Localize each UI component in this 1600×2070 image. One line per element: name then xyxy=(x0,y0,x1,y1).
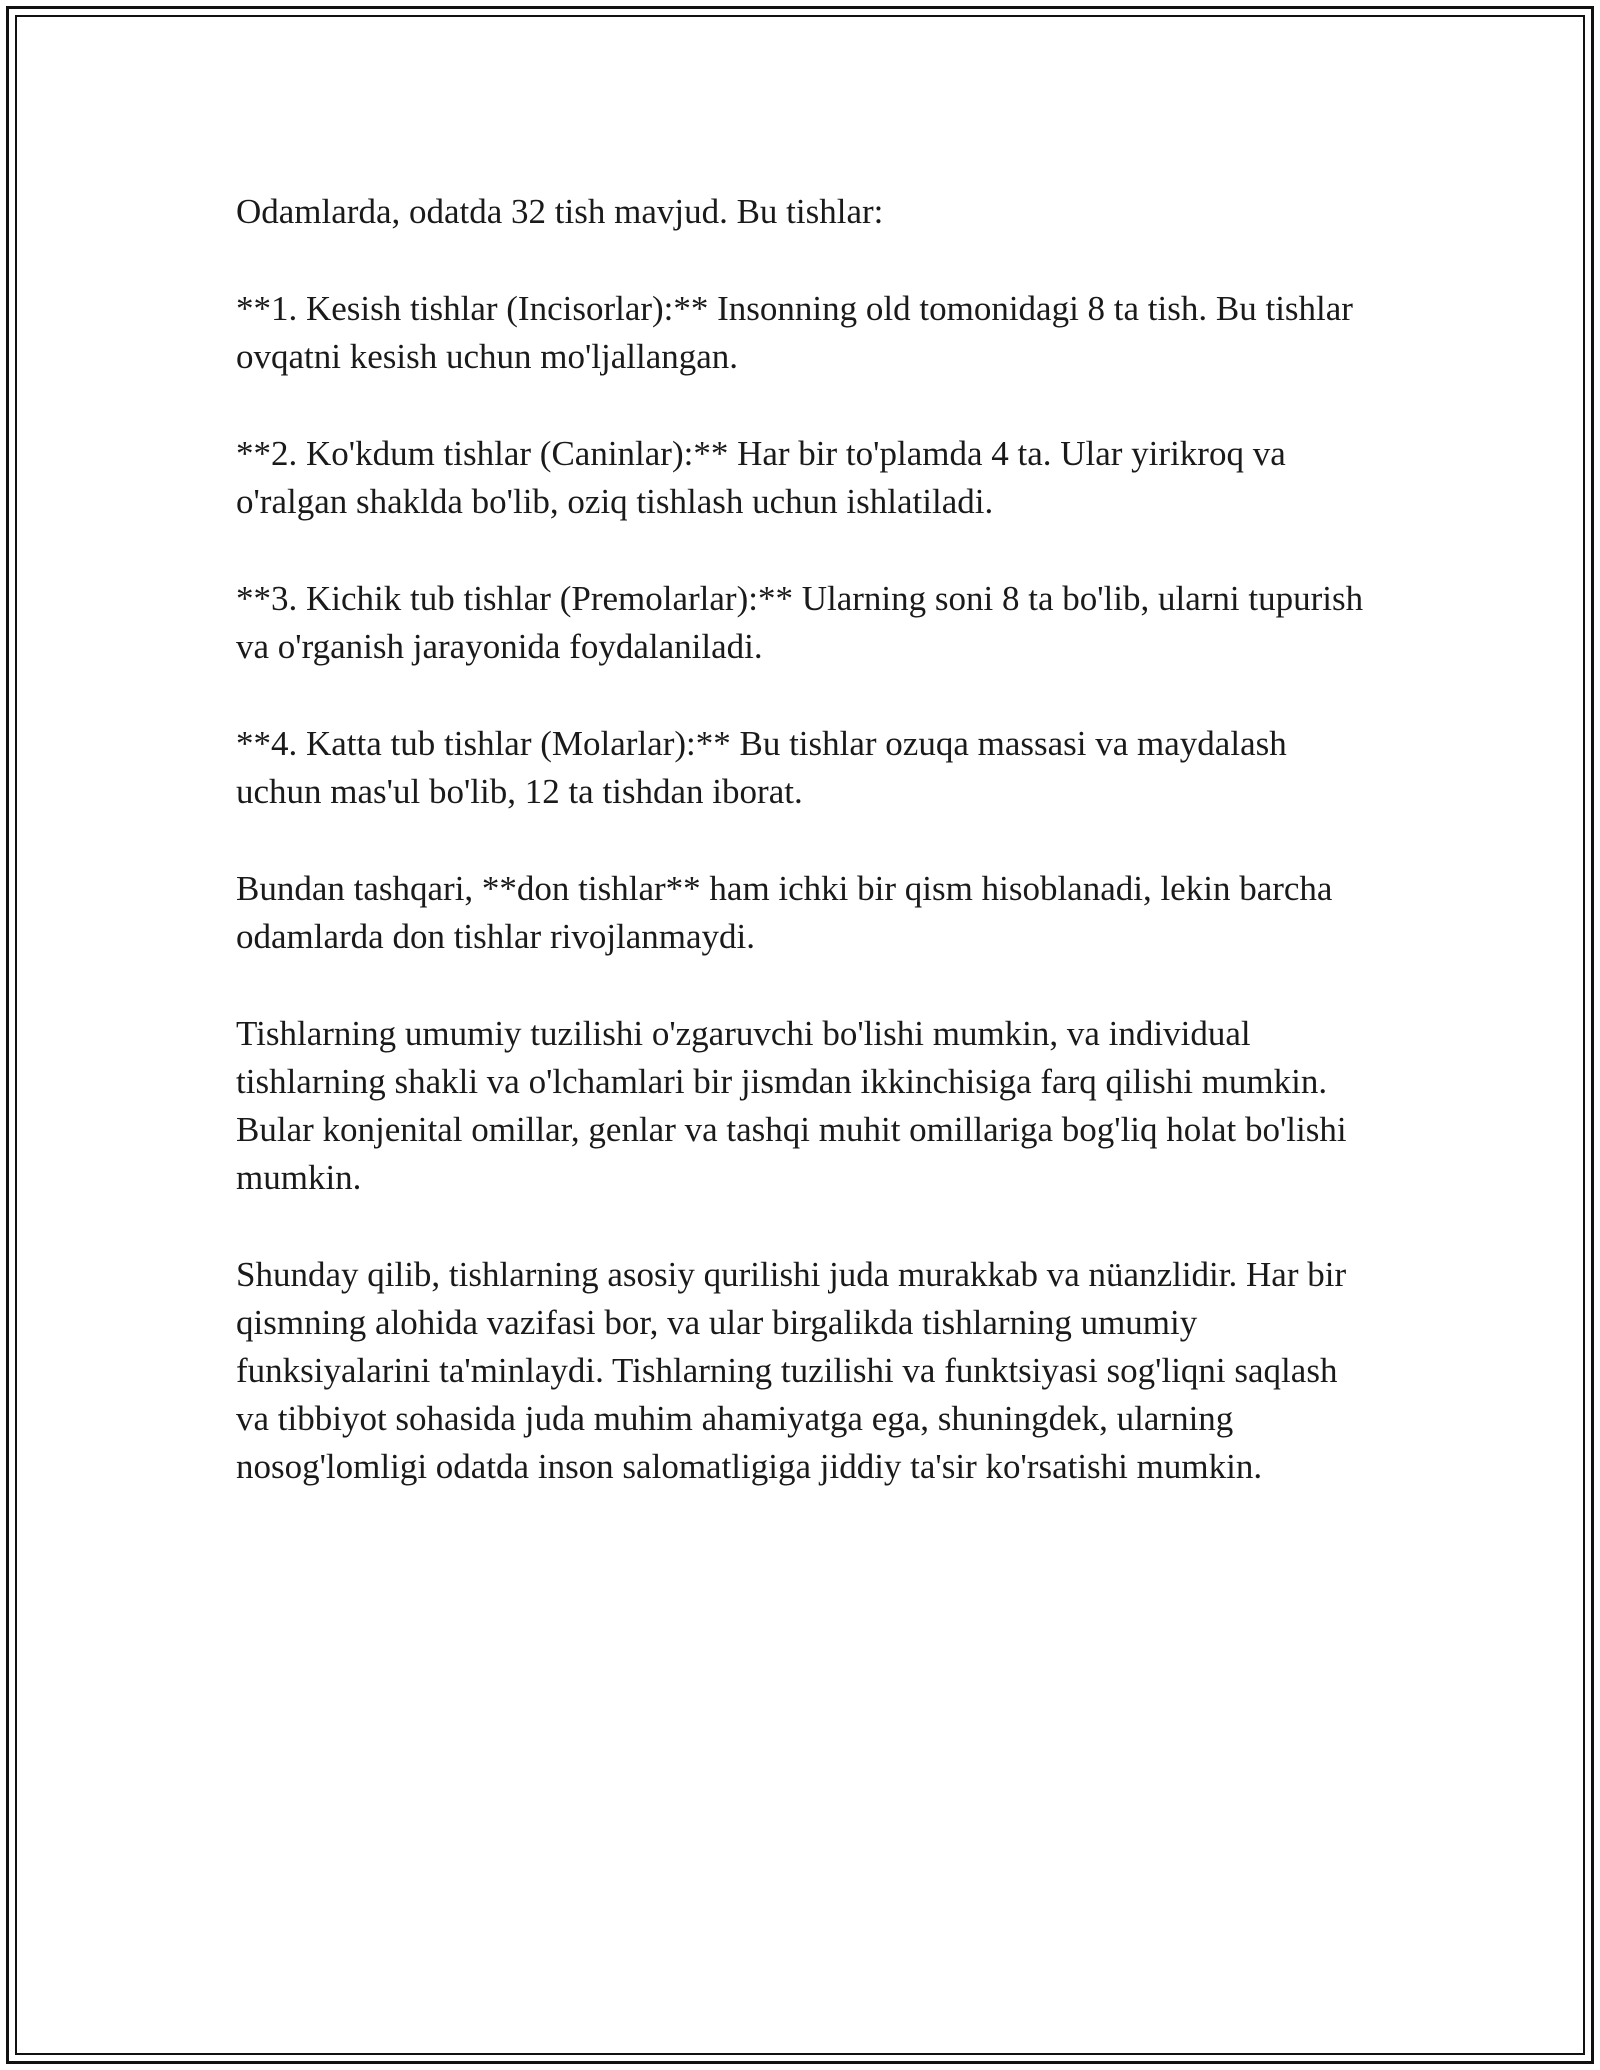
paragraph-canines: **2. Ko'kdum tishlar (Caninlar):** Har bir to'plamda 4 ta. Ular yirikroq va o'ralgan shaklda bo'lib, oziq tishlash uchun ishlatiladi. xyxy=(236,434,1286,521)
paragraph-conclusion: Shunday qilib, tishlarning asosiy qurilishi juda murakkab va nüanzlidir. Har bir qismning alohida vazifasi bor, va ular birgalikda tishlarning umumiy funksiyalarini ta'minlaydi. Tishlarning tuzilishi va funktsiyasi sog'liqni saqlash va tibbiyot sohasida juda muhim ahamiyatga ega, shuningdek, ularning nosog'lomligi odatda inson salomatligiga jiddiy ta'sir ko'rsatishi mumkin. xyxy=(236,1255,1347,1486)
paragraph-variation: Tishlarning umumiy tuzilishi o'zgaruvchi bo'lishi mumkin, va individual tishlarning shakli va o'lchamlari bir jismdan ikkinchisiga farq qilishi mumkin. Bular konjenital omillar, genlar va tashqi muhit omillariga bog'liq holat bo'lishi mumkin. xyxy=(236,1014,1347,1197)
paragraph-premolars: **3. Kichik tub tishlar (Premolarlar):** Ularning soni 8 ta bo'lib, ularni tupurish va o'rganish jarayonida foydalaniladi. xyxy=(236,579,1364,666)
paragraph-molars: **4. Katta tub tishlar (Molarlar):** Bu tishlar ozuqa massasi va maydalash uchun mas'ul bo'lib, 12 ta tishdan iborat. xyxy=(236,724,1287,811)
paragraph-intro: Odamlarda, odatda 32 tish mavjud. Bu tishlar: xyxy=(236,192,884,231)
paragraph-incisors: **1. Kesish tishlar (Incisorlar):** Insonning old tomonidagi 8 ta tish. Bu tishlar ovqatni kesish uchun mo'ljallangan. xyxy=(236,289,1353,376)
paragraph-wisdom-teeth: Bundan tashqari, **don tishlar** ham ichki bir qism hisoblanadi, lekin barcha odamlarda don tishlar rivojlanmaydi. xyxy=(236,869,1333,956)
document-body xyxy=(236,188,1366,1540)
